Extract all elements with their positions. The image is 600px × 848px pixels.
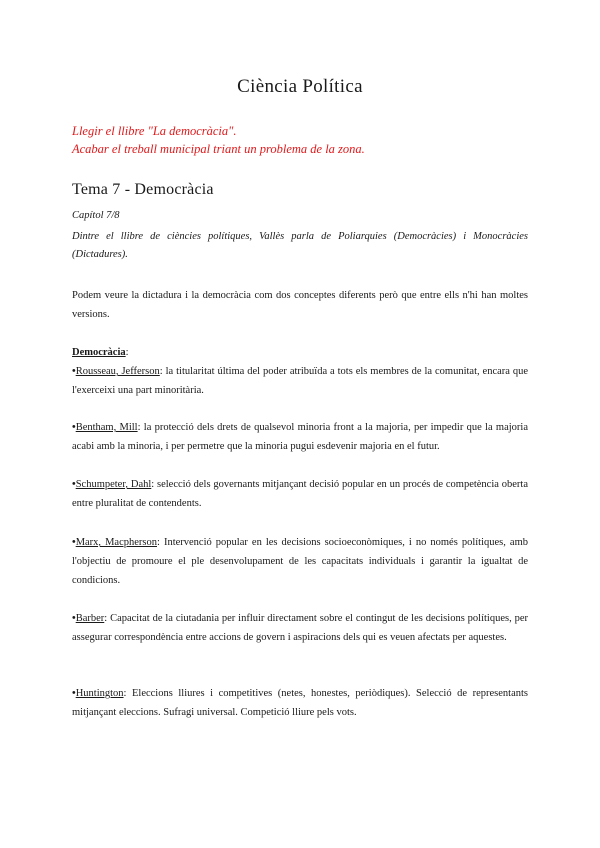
- note-line: Llegir el llibre "La democràcia".: [72, 124, 237, 138]
- bullet: •: [72, 479, 76, 490]
- bullet: •: [72, 366, 76, 377]
- chapter-label: Capítol 7/8: [72, 210, 120, 221]
- definition-text: : la protecció dels drets de qualsevol minoria front a la majoria, per impedir que la majoria acabi amb la minoria, i per permetre que la minoria pugui esdevenir majoria en el futur.: [72, 422, 528, 452]
- definition-authors: Marx, Macpherson: [75, 537, 157, 548]
- section-label-text: Democràcia: [72, 347, 126, 358]
- section-heading: Tema 7 - Democràcia: [72, 181, 214, 198]
- todo-notes: [72, 122, 532, 158]
- section-label-colon: :: [125, 347, 129, 358]
- definition-item: [72, 418, 528, 456]
- definition-item: [72, 475, 528, 513]
- intro-italic-paragraph: Dintre el llibre de ciències polítiques, Vallès parla de Poliarquies (Democràcies) i Monocràcies (Dictadures).: [72, 231, 528, 260]
- bullet: •: [72, 537, 76, 548]
- definition-authors: Bentham, Mill: [75, 422, 138, 433]
- page-title: Ciència Política: [237, 76, 363, 97]
- definition-text: : Eleccions lliures i competitives (netes, honestes, periòdiques). Selecció de representants mitjançant eleccions. Sufragi universal. Competició lliure pels vots.: [72, 688, 528, 718]
- intro-paragraph: Podem veure la dictadura i la democràcia com dos conceptes diferents però que entre ells n'hi han moltes versions.: [72, 290, 528, 320]
- definition-authors: Huntington: [75, 688, 124, 699]
- definition-item: [72, 684, 528, 722]
- definition-text: : Capacitat de la ciutadania per influir directament sobre el contingut de les decisions polítiques, per assegurar correspondència entre accions de govern i aspiracions dels qui es veuen afectats per aquestes.: [72, 613, 528, 643]
- bullet: •: [72, 613, 76, 624]
- definition-item: [72, 533, 528, 590]
- definition-text: : Intervenció popular en les decisions socioeconòmiques, i no només polítiques, amb l'objectiu de promoure el ple desenvolupament de les capacitats individuals i garantir la igualtat de condicions.: [72, 537, 528, 586]
- definition-item: [72, 362, 528, 400]
- definition-item: [72, 609, 528, 647]
- definition-authors: Schumpeter, Dahl: [75, 479, 152, 490]
- note-line: Acabar el treball municipal triant un problema de la zona.: [72, 142, 365, 156]
- definition-text: : selecció dels governants mitjançant decisió popular en un procés de competència oberta entre pluralitat de contendents.: [72, 479, 528, 509]
- section-label: [72, 343, 528, 362]
- bullet: •: [72, 422, 76, 433]
- definition-authors: Rousseau, Jefferson: [75, 366, 160, 377]
- definition-authors: Barber: [75, 613, 105, 624]
- definition-text: : la titularitat última del poder atribuïda a tots els membres de la comunitat, encara que l'exerceixi una part minoritària.: [72, 366, 528, 396]
- bullet: •: [72, 688, 76, 699]
